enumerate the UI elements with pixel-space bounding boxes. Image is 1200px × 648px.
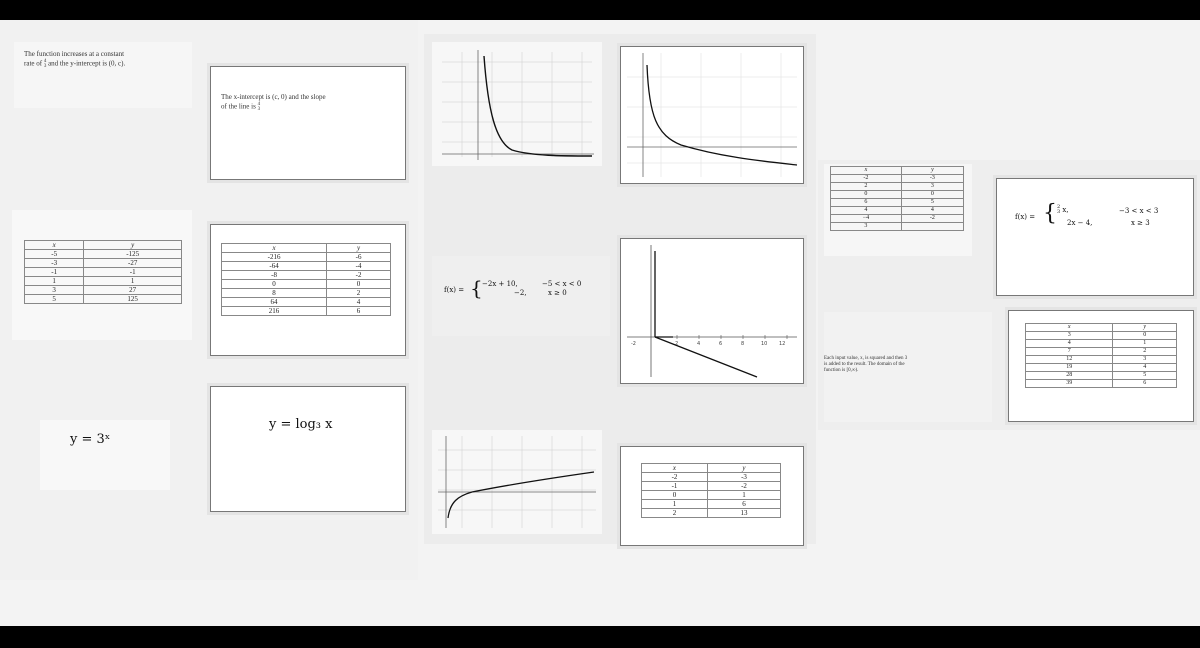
statement-a-line1: The function increases at a constant (24, 50, 125, 58)
brace: { (470, 276, 483, 300)
piecewise-card (432, 256, 610, 336)
table-row: 28 5 (1026, 372, 1177, 380)
piece1-expr: x, (1062, 206, 1069, 214)
col-header-x: x (25, 241, 84, 250)
statement-b-line1: The x-intercept is (c, 0) and the slope (221, 93, 326, 101)
slide-1 (0, 20, 418, 580)
equation-b: y = log₃ x (269, 417, 333, 432)
equation-card-b (210, 386, 406, 512)
table-row: -3 -27 (25, 259, 182, 268)
table-row: -2 -3 (831, 175, 964, 183)
slide-3 (818, 160, 1200, 430)
table-card-a (12, 210, 192, 340)
table-header-row (25, 241, 182, 250)
table-card-b (210, 224, 406, 356)
table-header-row (642, 464, 781, 473)
x-tick-label: 10 (761, 341, 768, 347)
table-row: 1 6 (642, 500, 781, 509)
col-header-x: x (1026, 324, 1113, 332)
x-tick-label: 8 (741, 341, 745, 347)
piece1-expr: −2x + 10, (482, 280, 518, 288)
col-header-y: y (327, 244, 391, 253)
statement-a-line2 (24, 59, 125, 69)
col-header-x: x (831, 167, 902, 175)
piece2-expr: 2x − 4, (1067, 219, 1093, 227)
piece2-cond: x ≥ 0 (548, 289, 567, 297)
table-row: 216 6 (222, 307, 391, 316)
piecewise-lhs: f(x) = (444, 286, 465, 294)
statement-c-line1: Each input value, x, is squared and then 3 (824, 356, 908, 361)
table-row: 39 6 (1026, 380, 1177, 388)
x-tick-label: 12 (779, 341, 786, 347)
table-row: -5 -125 (25, 250, 182, 259)
table-row: 12 3 (1026, 356, 1177, 364)
graph-card-3 (620, 238, 804, 384)
brace: { (1043, 201, 1057, 226)
table-row: 7 2 (1026, 348, 1177, 356)
statement-card-c (824, 312, 992, 422)
table-row: -1 -2 (642, 482, 781, 491)
value-table-b (221, 243, 391, 316)
value-table-a (24, 240, 182, 304)
table-row: 8 2 (222, 289, 391, 298)
table-row: 3 27 (25, 286, 182, 295)
x-tick-label: 2 (675, 341, 679, 347)
letterbox-bottom (0, 626, 1200, 648)
col-header-x: x (222, 244, 327, 253)
table-row: -2 -3 (642, 473, 781, 482)
table-row: 5 125 (25, 295, 182, 304)
statement-card-b (210, 66, 406, 180)
piece2-cond: x ≥ 3 (1131, 219, 1150, 227)
table-row: 4 1 (1026, 340, 1177, 348)
table-row: 1 1 (25, 277, 182, 286)
table-row: -216 -6 (222, 253, 391, 262)
table-header-row (222, 244, 391, 253)
table-row: 6 5 (831, 199, 964, 207)
piece2-expr: −2, (514, 289, 527, 297)
table-row: 64 4 (222, 298, 391, 307)
x-tick-label: -2 (631, 341, 636, 347)
table-card-e (1008, 310, 1194, 422)
coef-fraction: 2 3 (1057, 204, 1061, 215)
col-header-y: y (901, 167, 963, 175)
table-card-d (824, 164, 972, 256)
piecewise-lhs: f(x) = (1015, 213, 1036, 221)
graph-card-2 (620, 46, 804, 184)
table-row: 3 (831, 223, 964, 231)
rate-fraction: 4 3 (43, 59, 47, 69)
table-row: −4 -2 (831, 215, 964, 223)
screen-stage (0, 20, 1200, 626)
table-row: 2 13 (642, 509, 781, 518)
col-header-y: y (84, 241, 182, 250)
piecewise-graph (621, 239, 803, 383)
table-row: 19 4 (1026, 364, 1177, 372)
table-row: -64 -4 (222, 262, 391, 271)
x-tick-label: 6 (719, 341, 723, 347)
piece1-cond: −5 < x < 0 (542, 280, 582, 288)
piece1-term (1057, 205, 1069, 215)
table-header-row (1026, 324, 1177, 332)
value-table-c (641, 463, 781, 518)
statement-c-line3: function is [0,∞). (824, 368, 859, 373)
slide-2 (424, 34, 816, 544)
equation-card-a (40, 420, 170, 490)
statement-b-line2 (221, 102, 260, 112)
equation-a: y = 3ˣ (70, 432, 111, 447)
x-tick-label: 4 (697, 341, 701, 347)
graph-card-1 (432, 42, 602, 166)
table-row: 2 3 (831, 183, 964, 191)
slope-fraction: 4 3 (257, 102, 261, 112)
log-graph (432, 430, 602, 534)
statement-a-prefix: rate of (24, 59, 43, 68)
col-header-x: x (642, 464, 708, 473)
statement-b-prefix: of the line is (221, 102, 256, 111)
statement-card-a (14, 42, 192, 108)
piecewise-card-2 (996, 178, 1194, 296)
table-row: -8 -2 (222, 271, 391, 280)
value-table-e (1025, 323, 1177, 388)
table-row: 0 0 (831, 191, 964, 199)
table-card-c (620, 446, 804, 546)
statement-a-suffix: and the y-intercept is (0, c). (48, 59, 126, 68)
piece1-cond: −3 < x < 3 (1119, 207, 1159, 215)
table-row: 3 0 (1026, 332, 1177, 340)
col-header-y: y (1113, 324, 1177, 332)
table-header-row (831, 167, 964, 175)
col-header-y: y (707, 464, 780, 473)
statement-c-line2: is added to the result. The domain of the (824, 362, 905, 367)
table-row: 0 0 (222, 280, 391, 289)
table-row: -1 -1 (25, 268, 182, 277)
decay-graph-2 (621, 47, 803, 183)
table-row: 0 1 (642, 491, 781, 500)
value-table-d (830, 166, 964, 231)
decay-graph-1 (432, 42, 602, 166)
graph-card-4 (432, 430, 602, 534)
table-row: 4 4 (831, 207, 964, 215)
